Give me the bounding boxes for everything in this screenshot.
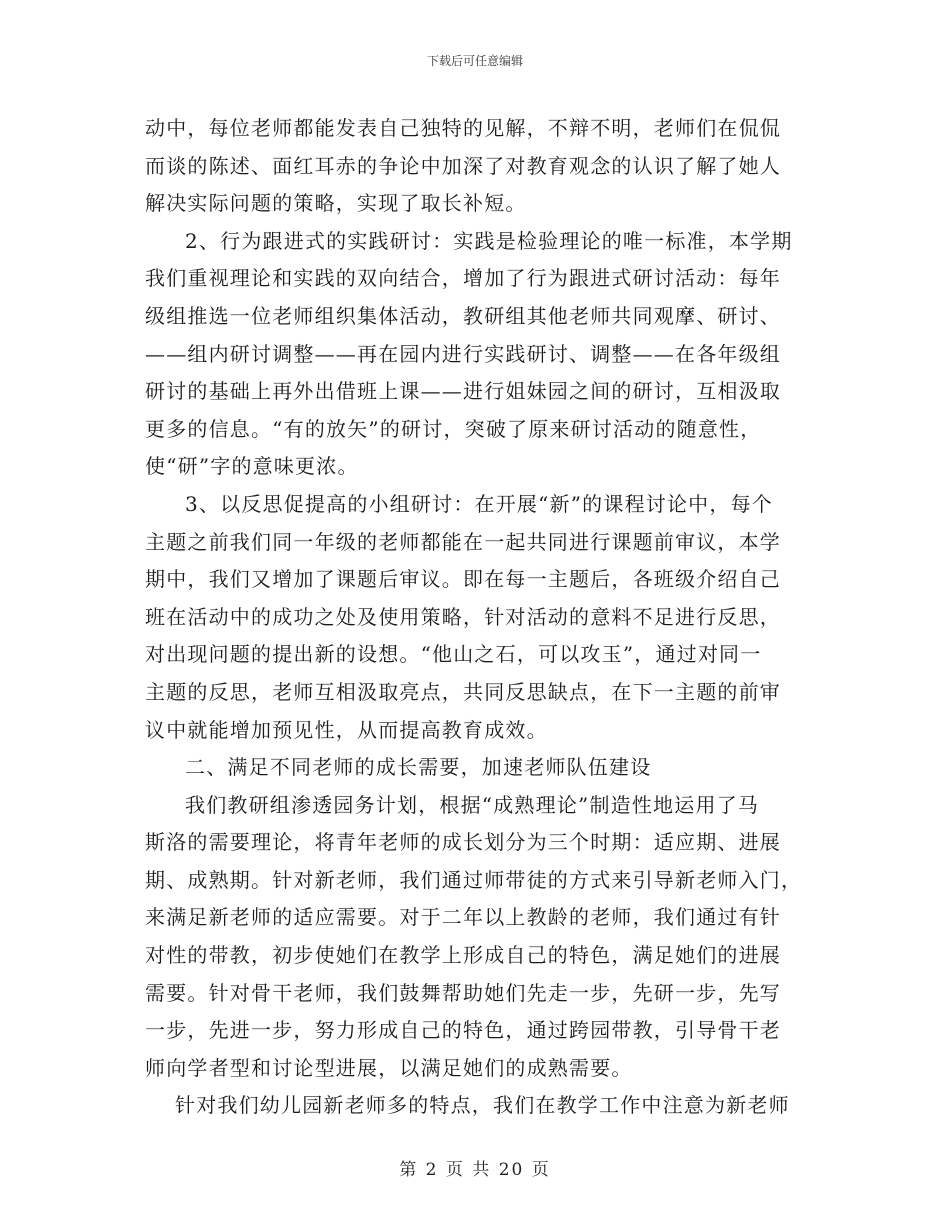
section-heading: 二、满足不同老师的成长需要，加速老师队伍建设 <box>185 755 652 780</box>
text-line: 需要。针对骨干老师，我们鼓舞帮助她们先走一步，先研一步，先写 <box>145 980 781 1005</box>
text-line: 期中，我们又增加了课题后审议。即在每一主题后，各班级介绍自己 <box>145 567 781 592</box>
text-line: 师向学者型和讨论型进展，以满足她们的成熟需要。 <box>145 1055 633 1080</box>
text-line: 解决实际问题的策略，实现了取长补短。 <box>145 191 527 216</box>
text-line: 研讨的基础上再外出借班上课——进行姐妹园之间的研讨，互相汲取 <box>145 379 781 404</box>
text-line: 我们重视理论和实践的双向结合，增加了行为跟进式研讨活动：每年 <box>145 266 781 291</box>
text-line: 对出现问题的提出新的设想。“他山之石，可以攻玉”，通过对同一 <box>145 642 762 667</box>
text-line: 对性的带教，初步使她们在教学上形成自己的特色，满足她们的进展 <box>145 943 781 968</box>
text-line: 主题的反思，老师互相汲取亮点，共同反思缺点，在下一主题的前审 <box>145 679 781 704</box>
page-header: 下载后可任意编辑 <box>426 54 523 68</box>
paragraph-start-line: 针对我们幼儿园新老师多的特点，我们在教学工作中注意为新老师 <box>175 1093 790 1118</box>
page-footer: 第 2 页 共 20 页 <box>399 1160 551 1180</box>
text-line: 级组推选一位老师组织集体活动，教研组其他老师共同观摩、研讨、 <box>145 303 781 328</box>
text-line: 动中，每位老师都能发表自己独特的见解，不辩不明，老师们在侃侃 <box>145 116 781 140</box>
text-line: 来满足新老师的适应需要。对于二年以上教龄的老师，我们通过有针 <box>145 905 781 930</box>
text-line: 一步，先进一步，努力形成自己的特色，通过跨园带教，引导骨干老 <box>145 1018 781 1043</box>
text-line: 期、成熟期。针对新老师，我们通过师带徒的方式来引导新老师入门， <box>145 867 803 892</box>
text-line: 而谈的陈述、面红耳赤的争论中加深了对教育观念的认识了解了她人 <box>145 153 781 178</box>
text-line: 斯洛的需要理论，将青年老师的成长划分为三个时期：适应期、进展 <box>145 830 781 855</box>
document-body <box>145 110 810 1125</box>
text-line: ——组内研讨调整——再在园内进行实践研讨、调整——在各年级组 <box>145 341 781 366</box>
text-line: 更多的信息。“有的放矢”的研讨，突破了原来研讨活动的随意性， <box>145 416 762 441</box>
text-line: 班在活动中的成功之处及使用策略，针对活动的意料不足进行反思， <box>145 604 781 629</box>
text-line: 使“研”字的意味更浓。 <box>145 454 359 479</box>
paragraph-start-line: 3、以反思促提高的小组研讨：在开展“新”的课程讨论中，每个 <box>185 491 773 516</box>
paragraph-start-line: 我们教研组渗透园务计划，根据“成熟理论”制造性地运用了马 <box>185 792 760 817</box>
text-line: 议中就能增加预见性，从而提高教育成效。 <box>145 717 548 742</box>
paragraph-start-line: 2、行为跟进式的实践研讨：实践是检验理论的唯一标准，本学期 <box>185 228 793 253</box>
text-line: 主题之前我们同一年级的老师都能在一起共同进行课题前审议，本学 <box>145 529 781 554</box>
